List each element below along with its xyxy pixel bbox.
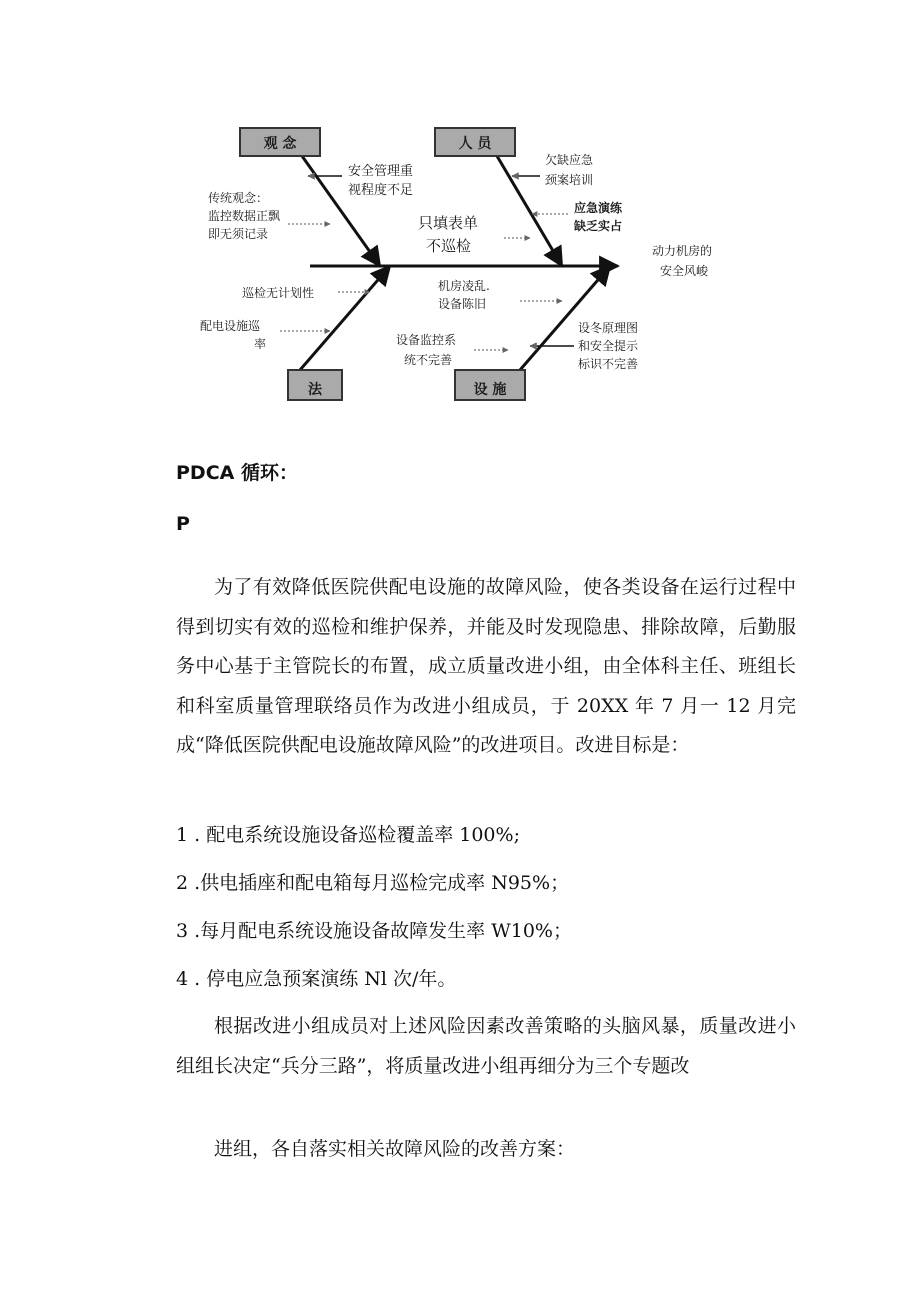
box-personnel xyxy=(435,128,515,156)
fishbone-diagram xyxy=(190,118,750,403)
goal-item-4: 4 . 停电应急预案演练 Nl 次/年。 xyxy=(176,968,457,990)
box-method-label: 法 xyxy=(308,382,322,398)
cause-personnel-1: 欠缺应急 颈案培训 xyxy=(545,153,594,187)
paragraph-intro: 为了有效降低医院供配电设施的故障风险，使各类设备在运行过程中得到切实有效的巡检和维护保养，并能及时发现隐患、排除故障，后勤服务中心基于主管院长的布置，成立质量改进小组，由全体科主任、班组长和科室质量管理联络员作为改进小组成员，于 20XX 年 7 月一 12 月完成“降低医院供配电设施故障风险”的改进项目。改进目标是： xyxy=(176,576,796,756)
cause-method-2: 配电设施巡 率 xyxy=(200,319,267,351)
goal-item-1: 1 . 配电系统设施设备巡检覆盖率 100%; xyxy=(176,824,520,846)
box-method xyxy=(288,370,342,400)
cause-method-1: 巡检无计划性 xyxy=(242,286,315,300)
cause-equipment-3: 设冬原理图 和安全提示 标识不完善 xyxy=(578,321,639,371)
box-concept-label: 观 念 xyxy=(263,136,297,152)
cause-center: 只填表单 不巡检 xyxy=(418,214,479,255)
effect-label: 动力机房的 安全风峻 xyxy=(652,244,713,278)
cause-concept-2: 传统观念： 监控数据正飘 即无须记录 xyxy=(208,191,281,241)
paragraph-continuation: 进组，各自落实相关故障风险的改善方案： xyxy=(214,1138,576,1160)
goal-item-3: 3 .每月配电系统设施设备故障发生率 W10%； xyxy=(176,920,572,942)
cause-personnel-2: 应急演练 缺乏实占 xyxy=(574,201,623,233)
goal-item-2: 2 .供电插座和配电箱每月巡检完成率 N95%； xyxy=(176,872,570,894)
box-personnel-label: 人 员 xyxy=(458,136,492,152)
cause-concept-1: 安全管理重 视程度不足 xyxy=(348,164,414,198)
cause-equipment-2: 设备监控系 统不完善 xyxy=(396,333,457,367)
heading-p: P xyxy=(176,513,190,535)
box-equipment xyxy=(455,370,525,400)
heading-pdca: PDCA 循环： xyxy=(176,462,298,484)
paragraph-strategy: 根据改进小组成员对上述风险因素改善策略的头脑风暴，质量改进小组组长决定“兵分三路”，将质量改进小组再细分为三个专题改 xyxy=(176,1015,796,1077)
box-equipment-label: 设 施 xyxy=(473,382,507,398)
bone-method xyxy=(300,266,390,370)
cause-equipment-1: 机房凌乱. 设备陈旧 xyxy=(438,279,490,311)
bone-equipment xyxy=(520,266,610,370)
box-concept xyxy=(240,128,320,156)
